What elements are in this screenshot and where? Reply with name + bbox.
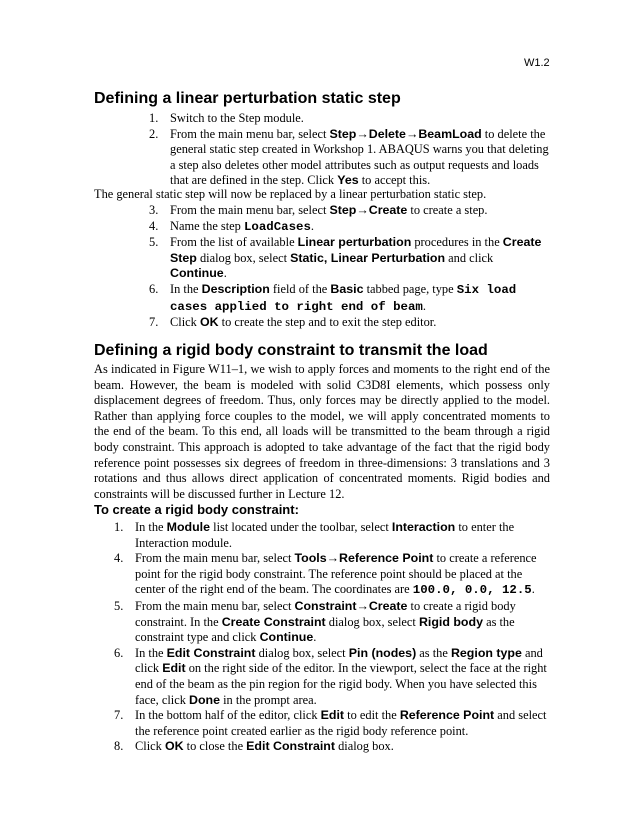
text-run: dialog box.: [334, 739, 394, 754]
list-item-number: 1.: [114, 520, 124, 534]
text-run: From the main menu bar, select: [170, 126, 330, 141]
text-run: .: [313, 630, 317, 645]
ui-term: OK: [199, 315, 219, 330]
intro-paragraph: As indicated in Figure W11–1, we wish to apply forces and moments to the right end of the beam. However, the beam is modeled with solid C3D8I elements, which possess only displacement degrees of freedom. Thus, only forces may be directly applied to the model. Rather than applying force couples to the model, we will apply concentrated moments to the end of the beam. To this end, all loads will be transmitted to the beam through a rigid body constraint. This approach is adopted to take advantage of the fact that the rigid body reference point possesses six degrees of freedom in three-dimensions: 3 translations and 3 rotations and thus allows direct application of concentrated moments. Rigid bodies and constraints will be discussed further in Lecture 12.: [94, 362, 550, 501]
text-run: Click: [135, 739, 165, 754]
text-run: to create a step.: [407, 203, 488, 217]
list-item: [149, 235, 549, 282]
list-item: [149, 203, 549, 219]
section-heading-rigid-body: Defining a rigid body constraint to transmit the load: [94, 342, 488, 359]
ui-term: Interaction: [391, 520, 456, 534]
ui-term: Edit: [320, 708, 345, 723]
list-item-text: [170, 127, 549, 189]
list-item-number: 4.: [114, 551, 124, 566]
text-run: From the list of available: [170, 235, 298, 250]
text-run: Click: [170, 315, 200, 330]
step-list-a: [149, 111, 549, 189]
list-item-text: [135, 708, 550, 739]
text-run: From the main menu bar, select: [135, 598, 295, 613]
text-run: and select the reference point created earlier as the rigid body reference point.: [135, 708, 547, 738]
list-item-number: 8.: [114, 739, 124, 754]
ui-term: Step→Delete→BeamLoad: [329, 126, 482, 141]
list-item-text: [170, 315, 549, 331]
text-run: .: [531, 582, 535, 597]
list-item-text: [135, 739, 550, 755]
list-item-text: [135, 551, 550, 599]
list-item: [149, 282, 549, 315]
section-heading-linear-perturbation: Defining a linear perturbation static step: [94, 90, 401, 107]
list-item-text: [170, 203, 549, 219]
ui-term: Basic: [330, 281, 364, 296]
list-item: [114, 551, 550, 599]
list-item-number: 5.: [114, 598, 124, 613]
list-item-text: [135, 646, 550, 708]
list-item-number: 3.: [149, 203, 159, 217]
text-run: list located under the toolbar, select: [210, 520, 392, 534]
text-run: to create the step and to exit the step editor.: [218, 315, 437, 330]
typed-value: 100.0, 0.0, 12.5: [412, 583, 532, 598]
subheading-create-rigid-body: To create a rigid body constraint:: [94, 502, 299, 517]
list-item-number: 6.: [149, 281, 159, 296]
ui-term: Region type: [450, 645, 522, 660]
ui-term: Static, Linear Perturbation: [290, 250, 446, 265]
ui-term: Step→Create: [329, 203, 408, 217]
list-item-text: [170, 282, 549, 315]
text-run: Name the step: [170, 218, 244, 233]
text-run: dialog box, select: [255, 645, 349, 660]
list-item-text: [135, 599, 550, 646]
list-item: [149, 111, 549, 127]
text-run: .: [223, 266, 227, 281]
text-run: procedures in the: [411, 235, 503, 250]
text-run: and click: [135, 645, 543, 676]
text-run: .: [310, 218, 315, 233]
ui-term: Done: [189, 692, 220, 707]
text-run: to enter the Interaction module.: [135, 520, 515, 550]
text-run: to close the: [183, 739, 247, 754]
ui-term: Continue: [170, 266, 224, 281]
text-run: From the main menu bar, select: [135, 551, 295, 566]
list-item-text: [170, 219, 549, 236]
text-run: to create a rigid body constraint. In the: [135, 598, 516, 629]
ui-term: Yes: [337, 173, 359, 188]
note-paragraph: The general static step will now be replaced by a linear perturbation static step.: [94, 187, 487, 201]
text-run: on the right side of the editor. In the viewport, select the face at the right end of the beam as the pin region for the rigid body. When you have selected this face, click: [135, 661, 547, 707]
list-item: [149, 127, 549, 189]
ui-term: Edit: [162, 661, 186, 676]
ui-term: Module: [166, 520, 211, 534]
text-run: to delete the general static step created in Workshop 1. ABAQUS warns you that deleting a step also deletes other model attributes such as output requests and loads that are defined in the step. Click: [170, 126, 549, 188]
list-item: [149, 219, 549, 236]
text-run: Switch to the Step module.: [170, 111, 304, 125]
list-item: [114, 520, 550, 551]
ui-term: Edit Constraint: [166, 645, 256, 660]
list-item: [114, 599, 550, 646]
text-run: In the bottom half of the editor, click: [135, 708, 321, 723]
ui-term: Constraint→Create: [294, 598, 408, 613]
text-run: in the prompt area.: [219, 692, 317, 707]
ui-term: Description: [201, 281, 270, 296]
ui-term: Create Constraint: [221, 614, 326, 629]
list-item-number: 2.: [149, 126, 159, 141]
ui-term: Reference Point: [399, 708, 495, 723]
ui-term: Linear perturbation: [297, 235, 412, 250]
text-run: as the constraint type and click: [135, 614, 515, 645]
typed-value: LoadCases: [243, 219, 311, 234]
list-item-text: [170, 235, 549, 282]
list-item-number: 7.: [149, 315, 159, 330]
ui-term: Rigid body: [418, 614, 483, 629]
list-item-number: 4.: [149, 218, 159, 233]
list-item-text: [135, 520, 550, 551]
list-item: [114, 708, 550, 739]
list-item: [114, 646, 550, 708]
text-run: .: [422, 298, 426, 313]
text-run: In the: [135, 520, 167, 534]
ui-term: Tools→Reference Point: [294, 551, 434, 566]
text-run: field of the: [269, 281, 331, 296]
list-item: [149, 315, 549, 331]
step-list-b: [149, 203, 549, 331]
list-item-number: 6.: [114, 645, 124, 660]
text-run: From the main menu bar, select: [170, 203, 330, 217]
text-run: to accept this.: [358, 173, 431, 188]
typed-value: Six load cases applied to right end of beam: [170, 282, 517, 314]
list-item-number: 5.: [149, 235, 159, 250]
text-run: and click: [445, 250, 494, 265]
step-list-c: [114, 520, 550, 755]
ui-term: Edit Constraint: [246, 739, 335, 754]
list-item-number: 1.: [149, 111, 159, 125]
text-run: dialog box, select: [196, 250, 291, 265]
text-run: tabbed page, type: [363, 281, 457, 296]
text-run: as the: [416, 645, 451, 660]
ui-term: Create Step: [170, 235, 542, 265]
page-number: W1.2: [524, 57, 550, 69]
text-run: to edit the: [344, 708, 400, 723]
list-item-text: [170, 111, 549, 127]
text-run: In the: [135, 645, 167, 660]
text-run: In the: [170, 281, 202, 296]
list-item: [114, 739, 550, 755]
ui-term: Continue: [259, 630, 314, 645]
text-run: dialog box, select: [325, 614, 419, 629]
text-run: to create a reference point for the rigid body constraint. The reference point should be placed at the center of the right end of the beam. The coordinates are: [135, 551, 537, 597]
list-item-number: 7.: [114, 708, 124, 723]
ui-term: Pin (nodes): [348, 645, 417, 660]
ui-term: OK: [164, 739, 184, 754]
